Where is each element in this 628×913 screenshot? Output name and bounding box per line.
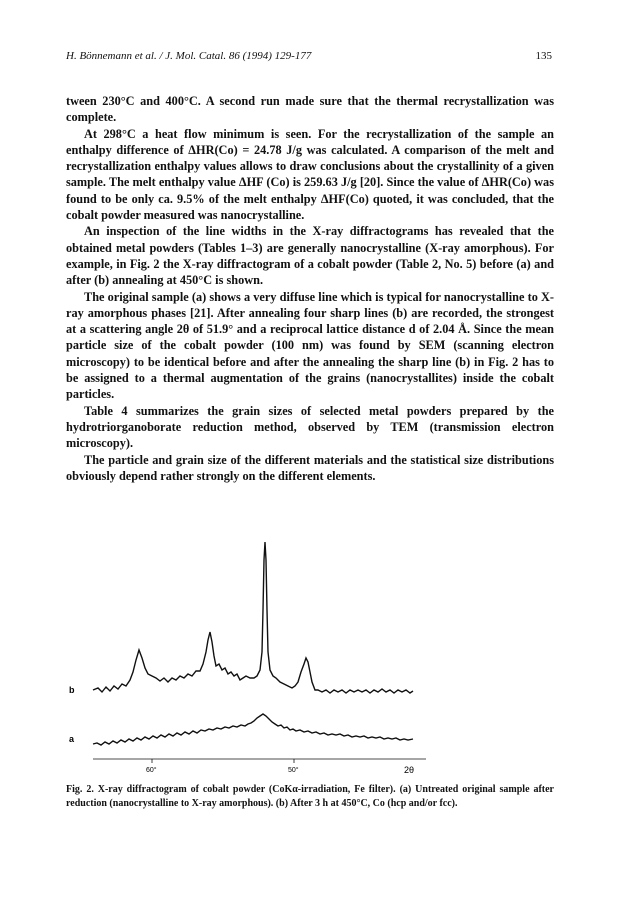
paragraph: At 298°C a heat flow minimum is seen. For the recrystallization of the sample an enthalpy difference of ΔHR(Co) = 24.78 J/g was calculated. A comparison of the melt and recrystallization enthalpy values allows to draw conclusions about the crystallinity of a given sample. The melt enthalpy value ΔHF (Co) is 259.63 J/g [20]. Since the value of ΔHR(Co) was found to be only ca. 9.5% of the melt enthalpy ΔHF(Co) quoted, it was concluded, that the cobalt powder measured was nanocrystalline. (66, 126, 554, 223)
running-title: H. Bönnemann et al. / J. Mol. Catal. 86 (1994) 129-177 (66, 50, 312, 62)
trace-b (93, 542, 413, 693)
paragraph: An inspection of the line widths in the X-ray diffractograms has revealed that the obtained metal powders (Tables 1–3) are generally nanocrystalline (X-ray amorphous). For example, in Fig. 2 the X-ray diffractogram of a cobalt powder (Table 2, No. 5) before (a) and after (b) annealing at 450°C is shown. (66, 224, 554, 288)
paragraph: The particle and grain size of the different materials and the statistical size distributions obviously depend rather strongly on the different elements. (66, 452, 554, 483)
axis-label-2theta: 2θ (404, 765, 415, 775)
tick-label-50: 50° (288, 767, 299, 774)
trace-label-b: b (69, 685, 75, 695)
trace-a (93, 714, 413, 745)
running-header (66, 50, 552, 66)
tick-label-60: 60° (146, 767, 157, 774)
diffractogram-plot (66, 540, 556, 780)
xray-diffractogram-figure (66, 540, 556, 780)
figure-caption: Fig. 2. X-ray diffractogram of cobalt powder (CoKα-irradiation, Fe filter). (a) Untreated original sample after reduction (nanocrystalline to X-ray amorphous). (b) After 3 h at 450°C, Co (hcp and/or fcc). (66, 784, 554, 809)
paragraph: Table 4 summarizes the grain sizes of selected metal powders prepared by the hydrotriorganoborate reduction method, observed by TEM (transmission electron microscopy). (66, 403, 554, 451)
paragraph: tween 230°C and 400°C. A second run made sure that the thermal recrystallization was complete. (66, 94, 554, 125)
page-number: 135 (535, 50, 552, 62)
body-text (66, 93, 554, 484)
trace-label-a: a (69, 734, 75, 744)
paragraph: The original sample (a) shows a very diffuse line which is typical for nanocrystalline to X-ray amorphous phases [21]. After annealing four sharp lines (b) are recorded, the strongest at a scattering angle 2θ of 51.9° and a reciprocal lattice distance d of 2.04 Å. Since the mean particle size of the cobalt powder (100 nm) was found by SEM (scanning electron microscopy) to be identical before and after the annealing the sharp line (b) in Fig. 2 has to be assigned to a thermal augmentation of the grains (nanocrystallites) inside the cobalt particles. (66, 289, 554, 402)
